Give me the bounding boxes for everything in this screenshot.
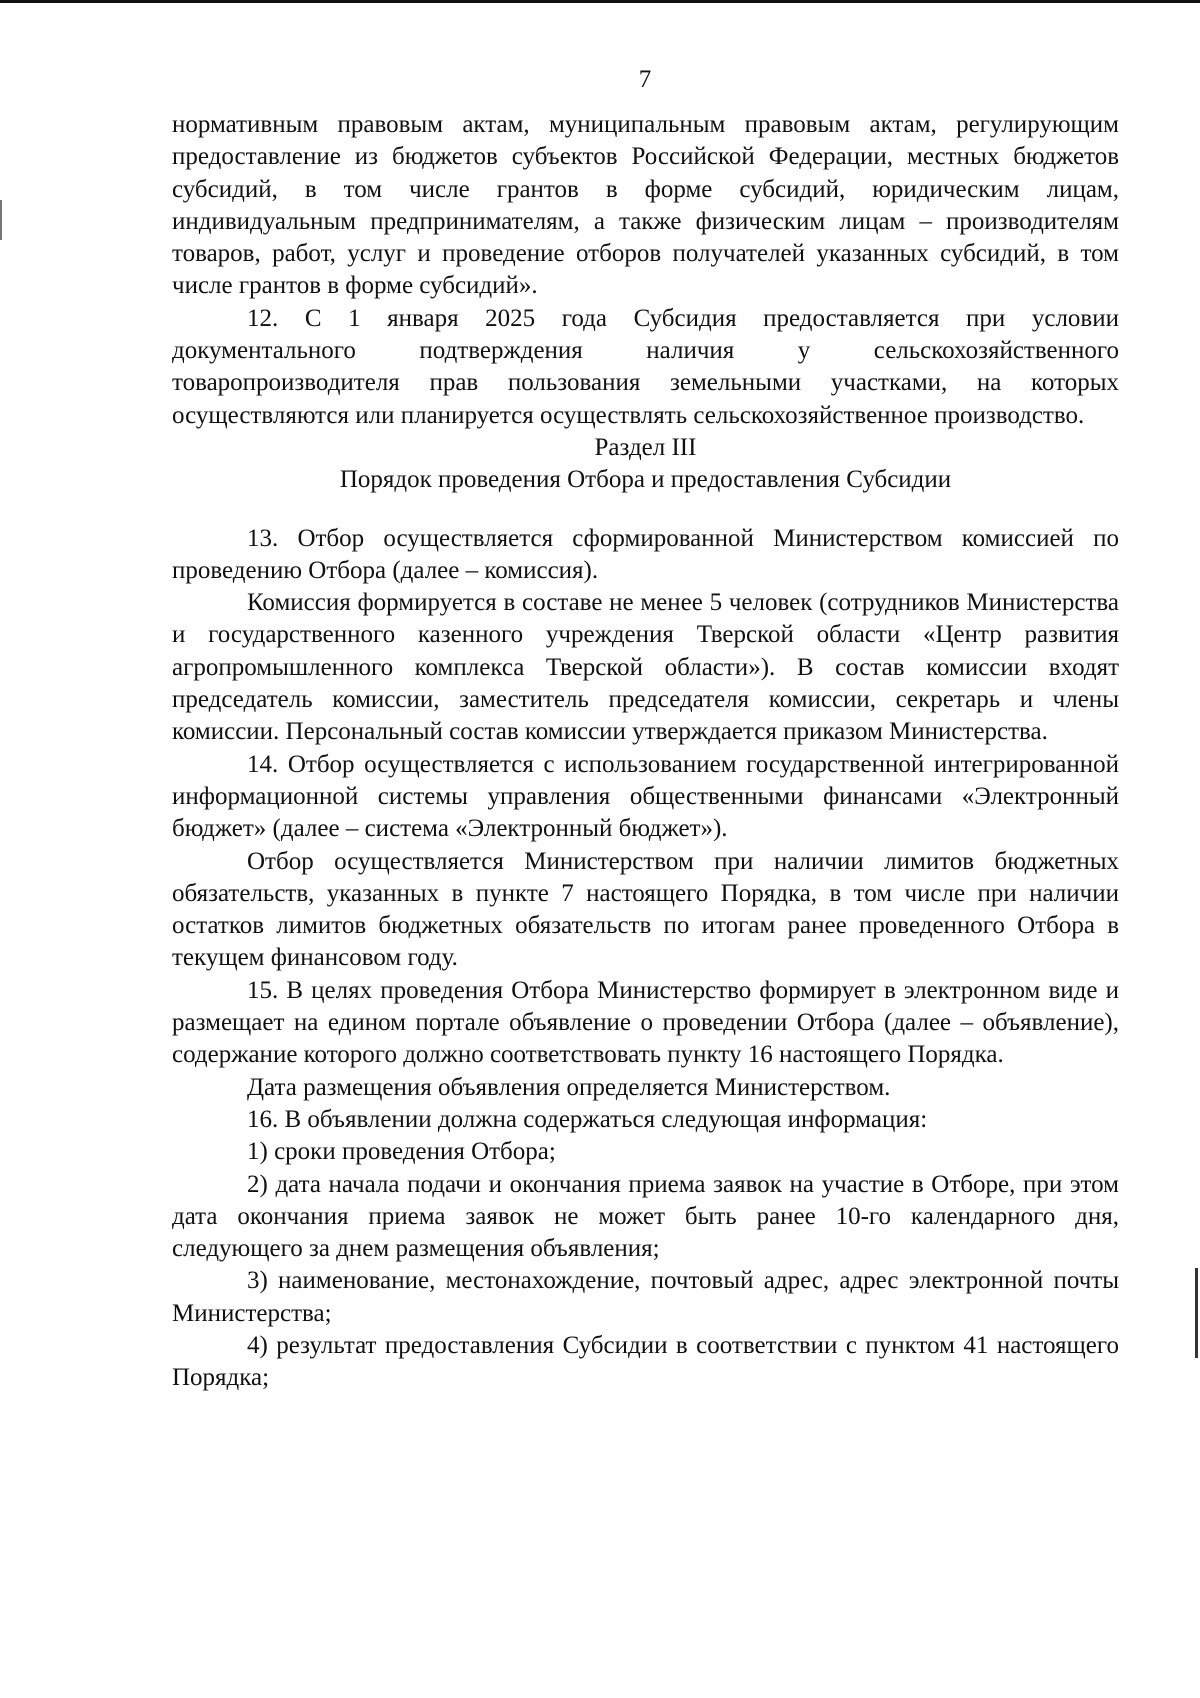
- list-item: 4) результат предоставления Субсидии в соответствии с пунктом 41 настоящего Порядка;: [172, 1331, 1119, 1392]
- scan-top-border: [0, 0, 1200, 3]
- list-item: 2) дата начала подачи и окончания приема заявок на участие в Отборе, при этом дата окончания приема заявок не может быть ранее 10-го календарного дня, следующего за днем размещения объявления;: [172, 1170, 1119, 1263]
- paragraph: нормативным правовым актам, муниципальным правовым актам, регулирующим предоставление из бюджетов субъектов Российской Федерации, местных бюджетов субсидий, в том числе грантов в форме субсидий, юридическим лицам, индивидуальным предпринимателям, а также физическим лицам – производителям товаров, работ, услуг и проведение отборов получателей указанных субсидий, в том числе грантов в форме субсидий».: [172, 111, 1119, 300]
- section-label: Раздел III: [594, 433, 697, 461]
- paragraph: 16. В объявлении должна содержаться следующая информация:: [247, 1105, 928, 1133]
- paragraph: Комиссия формируется в составе не менее 5 человек (сотрудников Министерства и государственного казенного учреждения Тверской области «Центр развития агропромышленного комплекса Тверской области»). В состав комиссии входят председатель комиссии, заместитель председателя комиссии, секретарь и члены комиссии. Персональный состав комиссии утверждается приказом Министерства.: [172, 589, 1119, 746]
- scan-edge-mark: [0, 200, 2, 240]
- paragraph: 12. С 1 января 2025 года Субсидия предоставляется при условии документального подтверждения наличия у сельскохозяйственного товаропроизводителя прав пользования земельными участками, на которых осуществляются или планируется осуществлять сельскохозяйственное производство.: [172, 304, 1119, 429]
- list-item: 1) сроки проведения Отбора;: [247, 1138, 556, 1166]
- list-item: 3) наименование, местонахождение, почтовый адрес, адрес электронной почты Министерства;: [172, 1267, 1119, 1327]
- paragraph: 14. Отбор осуществляется с использованием государственной интегрированной информационной системы управления общественными финансами «Электронный бюджет» (далее – система «Электронный бюджет»).: [172, 750, 1119, 843]
- document-body: [172, 109, 1119, 1395]
- paragraph: 15. В целях проведения Отбора Министерство формирует в электронном виде и размещает на едином портале объявление о проведении Отбора (далее – объявление), содержание которого должно соответствовать пункту 16 настоящего Порядка.: [172, 976, 1119, 1069]
- scan-edge-mark: [1195, 1268, 1198, 1358]
- page-number: 7: [638, 66, 652, 93]
- paragraph: 13. Отбор осуществляется сформированной Министерством комиссией по проведению Отбора (далее – комиссия).: [172, 524, 1119, 584]
- paragraph: Дата размещения объявления определяется Министерством.: [247, 1073, 891, 1101]
- section-title: Порядок проведения Отбора и предоставления Субсидии: [339, 466, 952, 494]
- paragraph: Отбор осуществляется Министерством при наличии лимитов бюджетных обязательств, указанных в пункте 7 настоящего Порядка, в том числе при наличии остатков лимитов бюджетных обязательств по итогам ранее проведенного Отбора в текущем финансовом году.: [172, 847, 1119, 972]
